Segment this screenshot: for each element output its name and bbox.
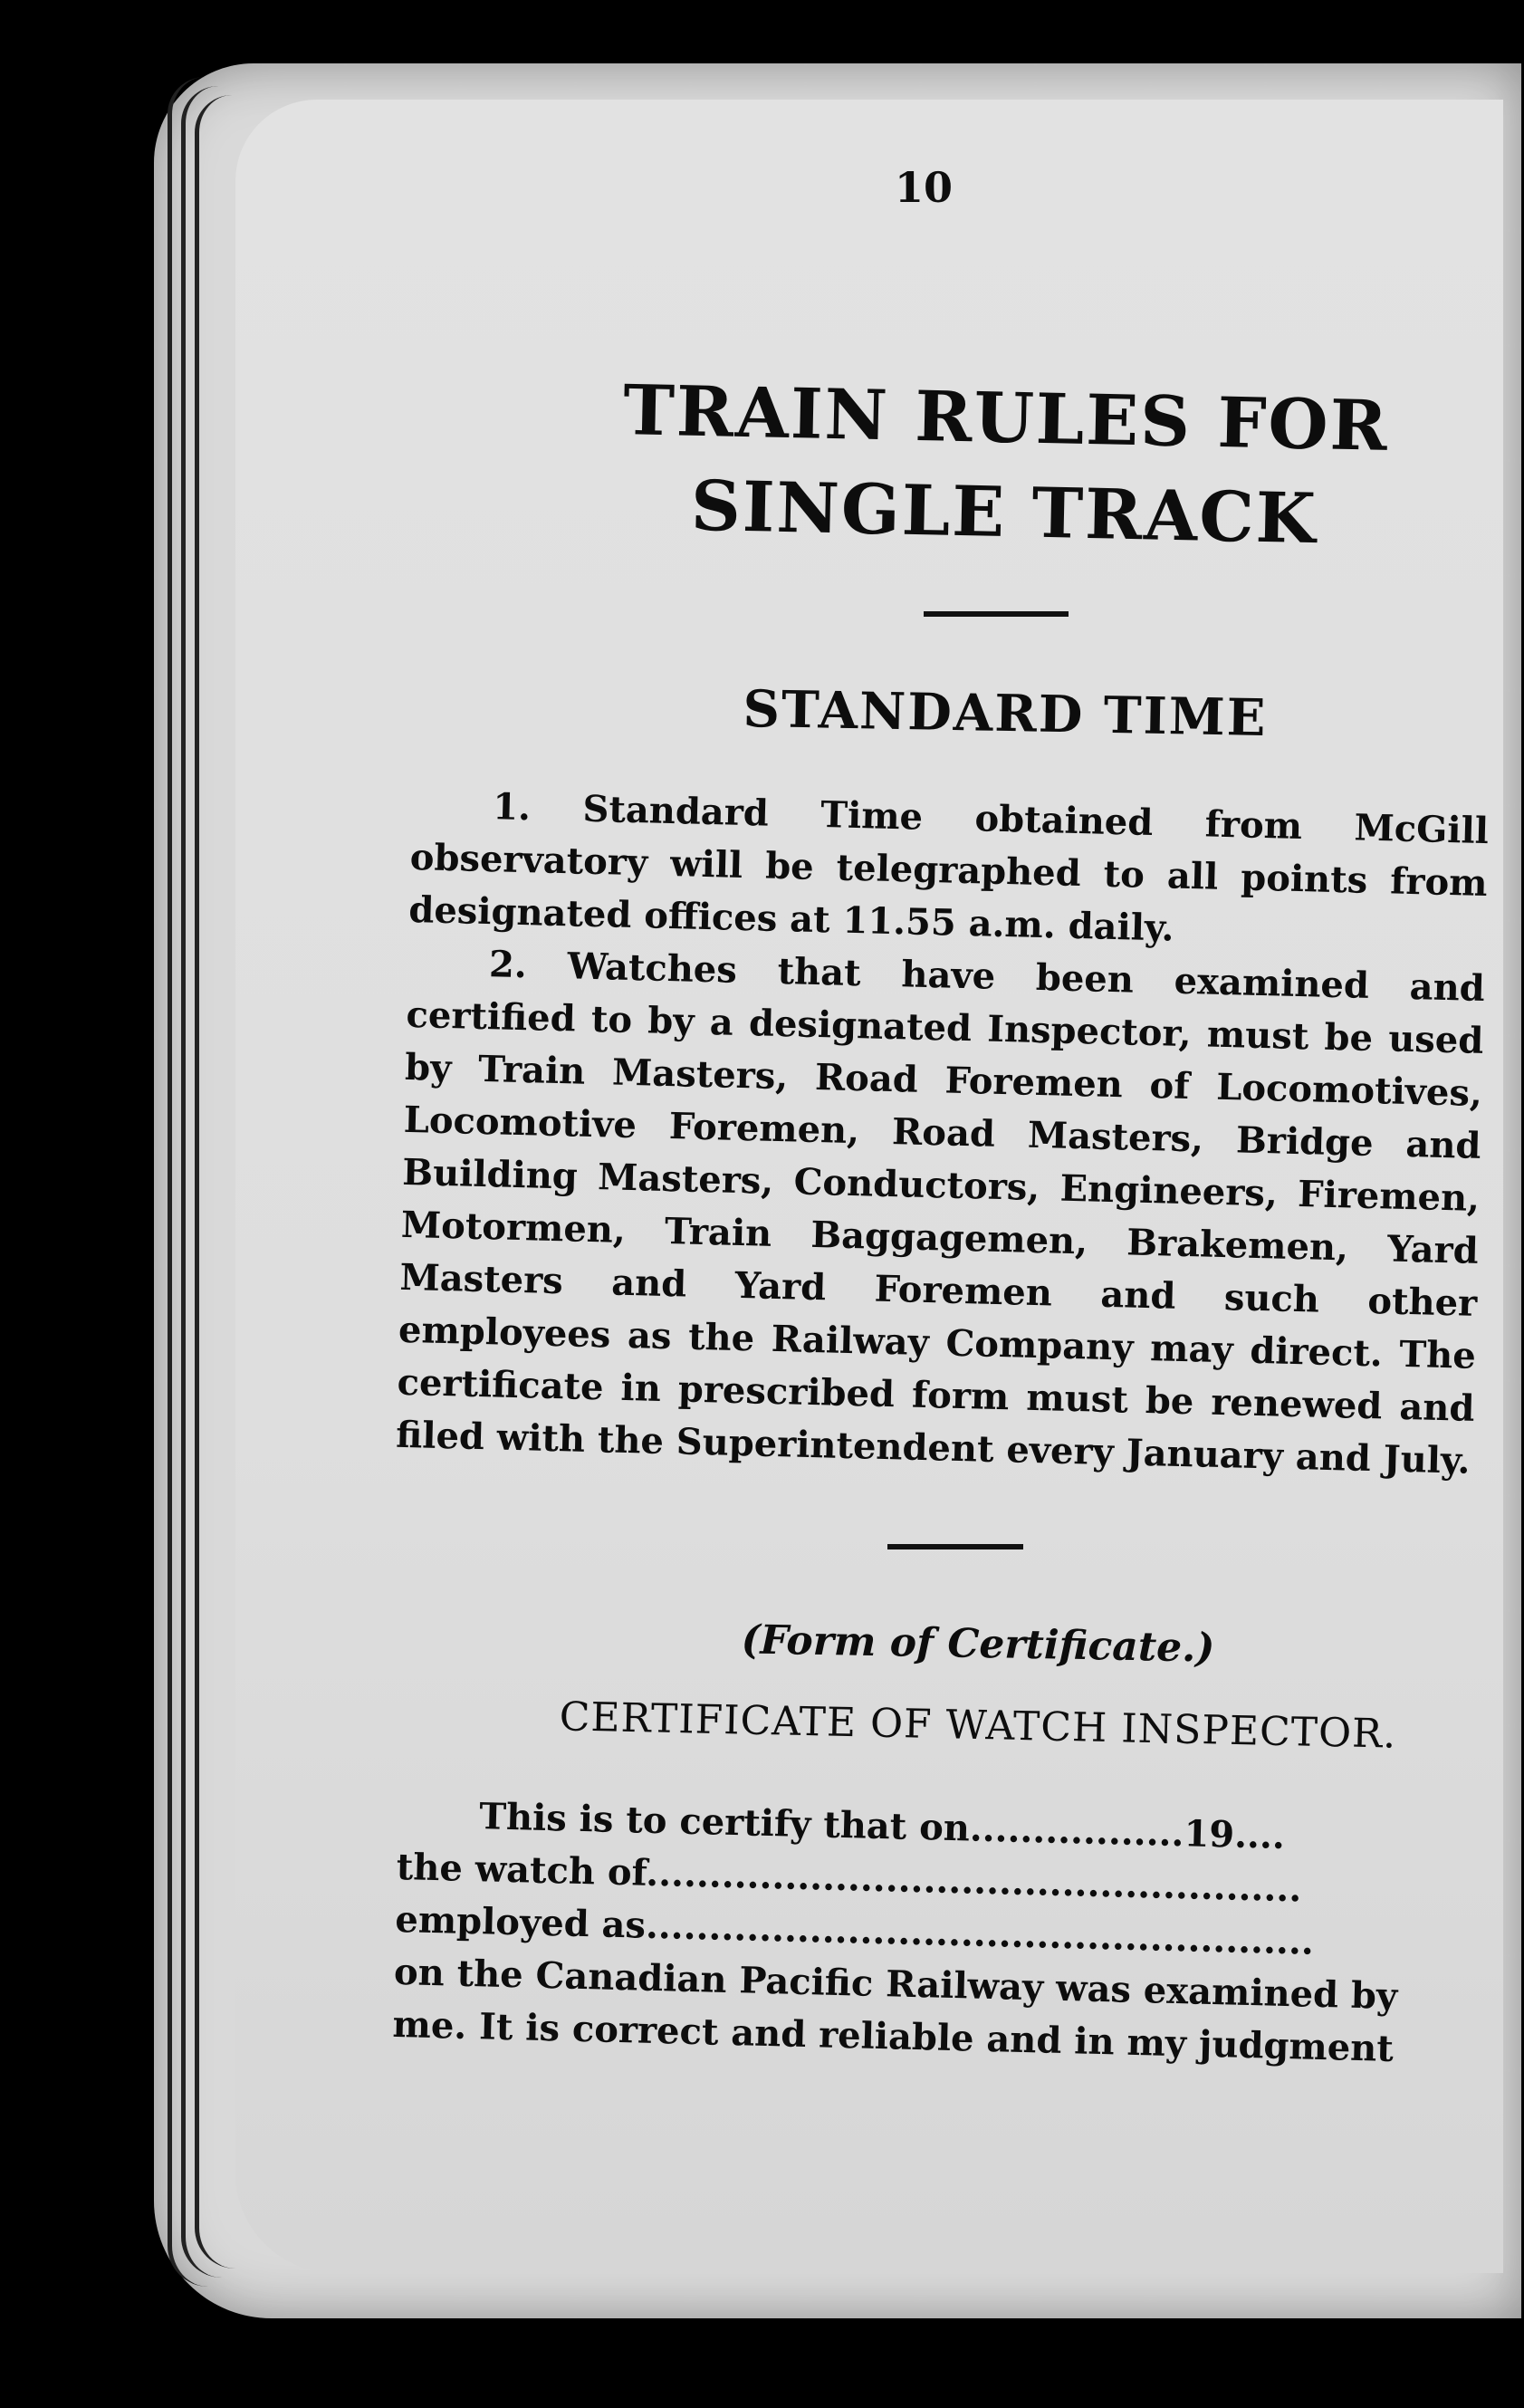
section-heading: STANDARD TIME (743, 678, 1268, 749)
certificate-text (392, 1789, 1485, 2077)
certificate-heading: CERTIFICATE OF WATCH INSPECTOR. (559, 1693, 1397, 1758)
page-edge (195, 95, 235, 2269)
rules-text (396, 779, 1490, 1488)
certificate-line: on the Canadian Pacific Railway was examined by (393, 1950, 1398, 2019)
divider-rule (887, 1544, 1023, 1549)
page-title (596, 363, 1414, 569)
certificate-line: the watch of.................................................... (396, 1845, 1302, 1911)
book-page (235, 100, 1503, 2273)
title-line: SINGLE TRACK (690, 465, 1318, 560)
rule-paragraph: 1. Standard Time obtained from McGill observatory will be telegraphed to all points from designated offices at 11.55 a.m. daily. (407, 785, 1490, 950)
certificate-line: This is to certify that on.................19.... (478, 1795, 1286, 1857)
title-line: TRAIN RULES FOR (622, 369, 1390, 466)
form-caption: (Form of Certificate.) (741, 1617, 1215, 1672)
certificate-line: me. It is correct and reliable and in my judgment (392, 2002, 1395, 2070)
divider-rule (924, 611, 1069, 617)
page-number: 10 (894, 163, 953, 212)
rule-paragraph: 2. Watches that have been examined and certified to by a designated Inspector, must be used by Train Masters, Road Foremen of Locomotives, Locomotive Foremen, Road Masters, Bridge and Building Masters, Conductors, Engineers, Firemen, Motormen, Train Baggagemen, Brakemen, Yard Masters and Yard Foremen and such other employees as the Railway Company may direct. The certificate in prescribed form must be renewed and filed with the Superintendent every January and July. (395, 943, 1486, 1482)
certificate-line: employed as..................................................... (394, 1897, 1315, 1963)
